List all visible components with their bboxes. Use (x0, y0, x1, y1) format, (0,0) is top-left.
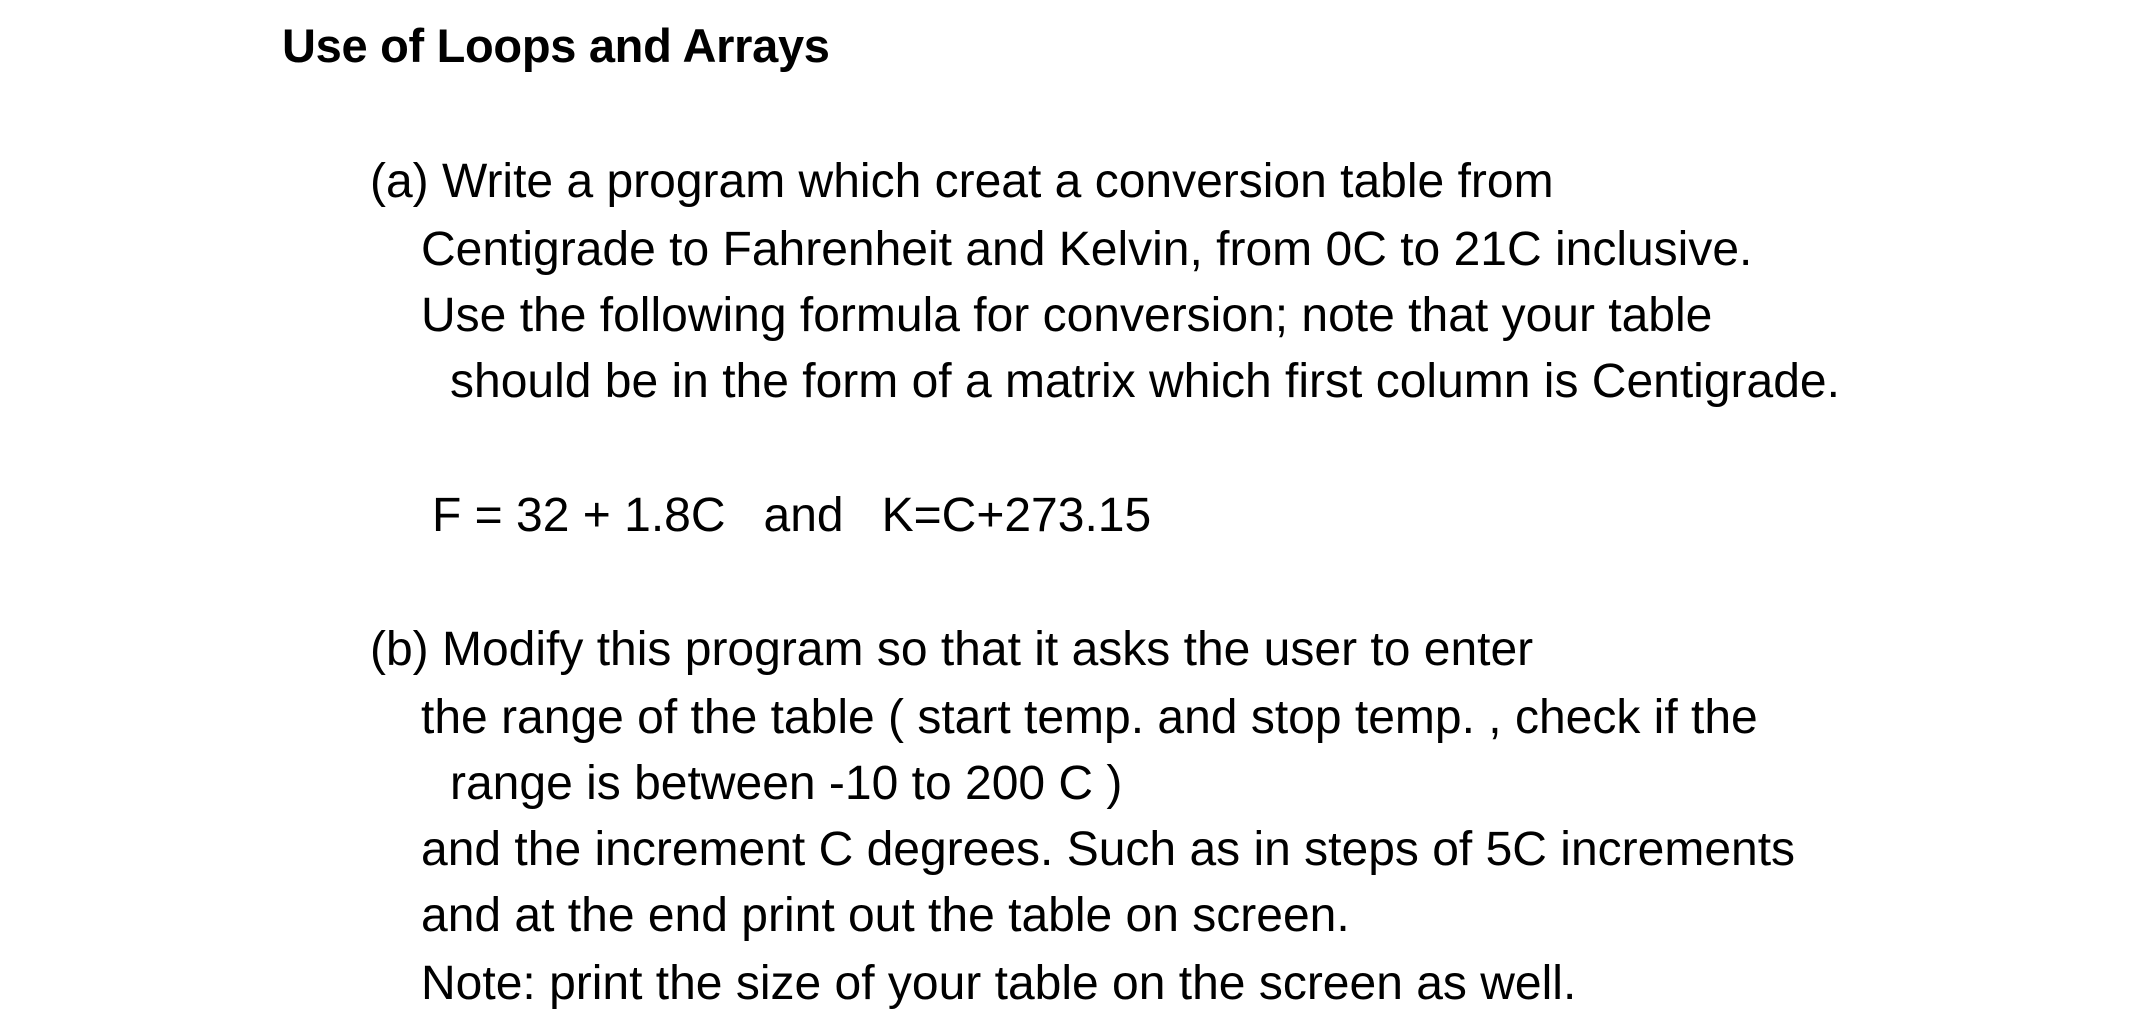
part-b-line: the range of the table ( start temp. and stop temp. , check if the (421, 691, 1758, 744)
conversion-formula (432, 489, 1152, 542)
part-b-line: Note: print the size of your table on the screen as well. (421, 957, 1577, 1010)
fahrenheit-formula: F = 32 + 1.8C (432, 489, 726, 542)
part-b-line: (b) Modify this program so that it asks the user to enter (370, 623, 1534, 676)
part-b-line: and at the end print out the table on screen. (421, 889, 1350, 942)
part-b-line: and the increment C degrees. Such as in steps of 5C increments (421, 823, 1796, 876)
kelvin-formula: K=C+273.15 (881, 489, 1152, 542)
formula-joiner: and (763, 489, 844, 542)
part-a-line: Centigrade to Fahrenheit and Kelvin, from 0C to 21C inclusive. (421, 223, 1753, 276)
page-title: Use of Loops and Arrays (282, 19, 830, 72)
part-b-line: range is between -10 to 200 C ) (450, 757, 1123, 810)
part-a-line: (a) Write a program which creat a conversion table from (370, 155, 1554, 208)
part-a-line: Use the following formula for conversion; note that your table (421, 289, 1713, 342)
part-a-line: should be in the form of a matrix which first column is Centigrade. (450, 355, 1840, 408)
